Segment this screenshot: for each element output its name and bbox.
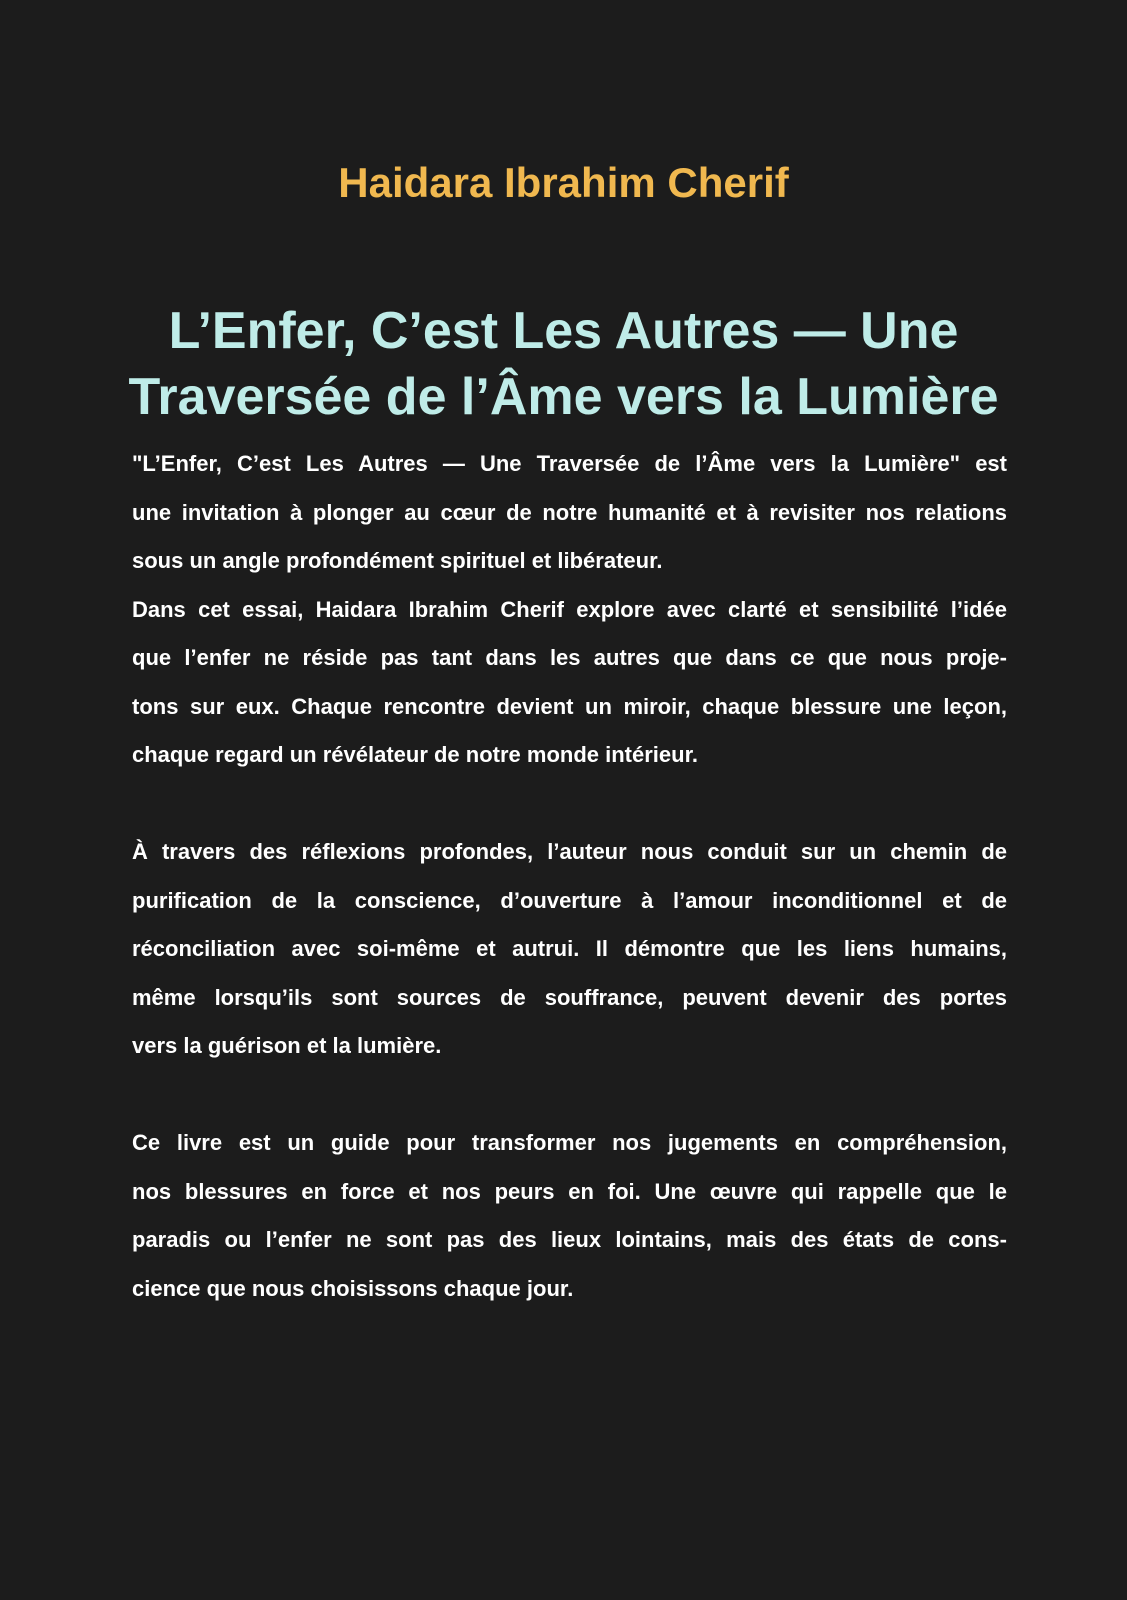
summary-paragraph-1 [132,440,1007,586]
book-title-line: L’Enfer, C’est Les Autres — Une [168,302,959,360]
text-line: purification de la conscience, d’ouverture à l’amour inconditionnel et de [132,887,1007,913]
text-line: Ce livre est un guide pour transformer nos jugements en compréhension, [132,1130,1007,1155]
summary-paragraph-4 [132,1119,1007,1313]
author-name: Haidara Ibrahim Cherif [338,159,789,206]
text-line: même lorsqu’ils sont sources de souffrance, peuvent devenir des portes [132,984,1007,1010]
back-cover-summary [132,440,1007,1313]
text-line: vers la guérison et la lumière. [132,1033,442,1058]
book-title-line: Traversée de l’Âme vers la Lumière [128,368,999,426]
summary-paragraph-2 [132,586,1007,780]
text-line: nos blessures en force et nos peurs en foi. Une œuvre qui rappelle que le [132,1178,1007,1204]
text-line: réconciliation avec soi-même et autrui. Il démontre que les liens humains, [132,936,1007,961]
text-line: une invitation à plonger au cœur de notre humanité et à revisiter nos relations [132,499,1007,525]
text-line: paradis ou l’enfer ne sont pas des lieux lointains, mais des états de cons- [132,1227,1007,1252]
paragraph-spacer [132,780,1007,829]
text-line: tons sur eux. Chaque rencontre devient un miroir, chaque blessure une leçon, [132,693,1007,719]
text-line: "L’Enfer, C’est Les Autres — Une Traversée de l’Âme vers la Lumière" est [132,451,1007,476]
book-title [100,298,1027,430]
text-line: chaque regard un révélateur de notre monde intérieur. [132,742,699,767]
paragraph-spacer [132,1071,1007,1120]
summary-paragraph-3 [132,828,1007,1071]
text-line: Dans cet essai, Haidara Ibrahim Cherif explore avec clarté et sensibilité l’idée [132,596,1007,622]
text-line: cience que nous choisissons chaque jour. [132,1275,574,1301]
text-line: À travers des réflexions profondes, l’auteur nous conduit sur un chemin de [132,839,1007,864]
text-line: que l’enfer ne réside pas tant dans les autres que dans ce que nous proje- [132,645,1007,670]
text-line: sous un angle profondément spirituel et libérateur. [132,548,663,573]
